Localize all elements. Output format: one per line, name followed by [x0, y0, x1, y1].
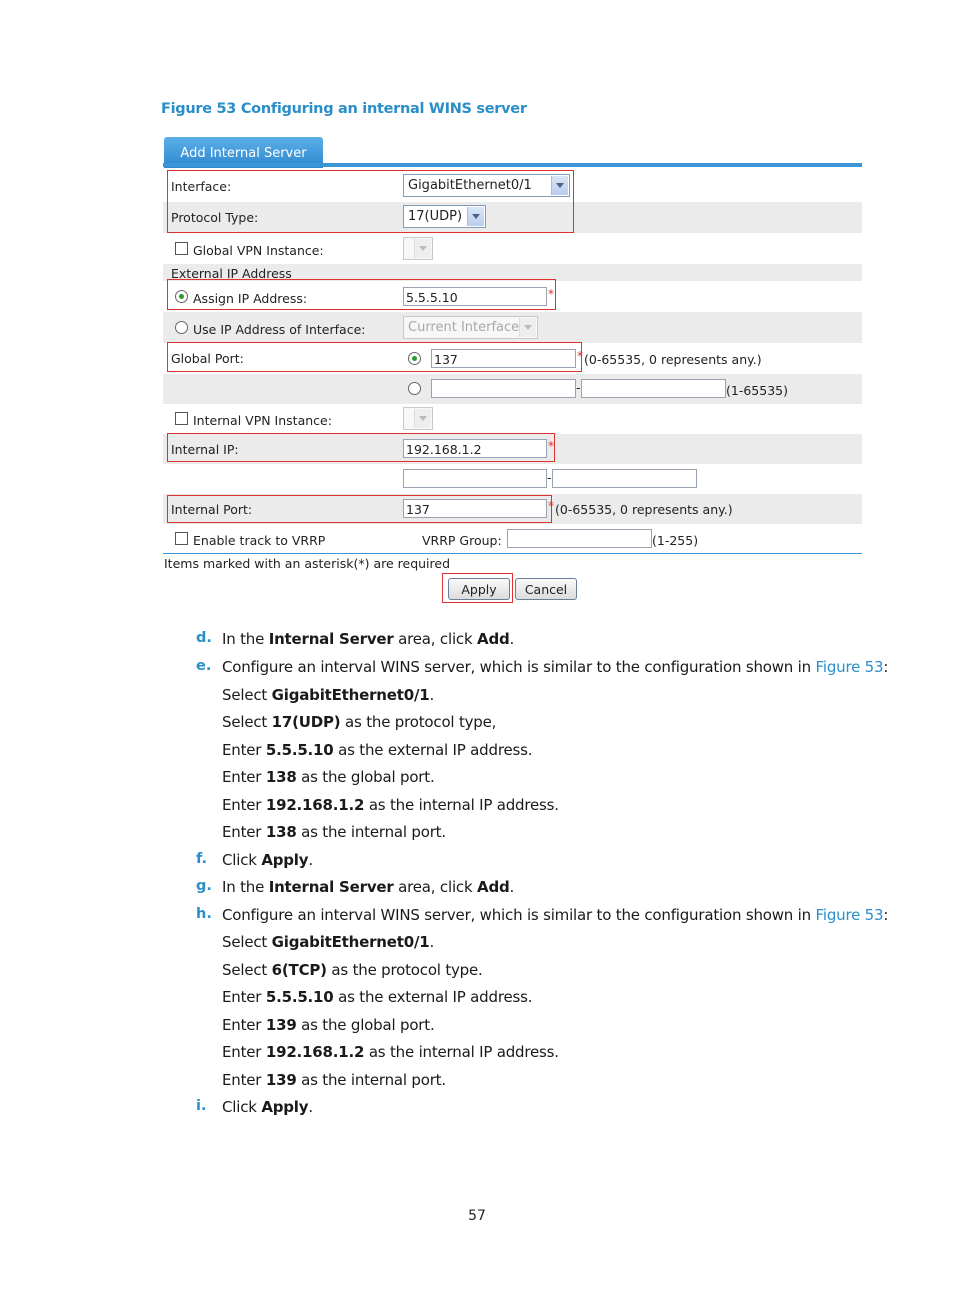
- use-ip-select[interactable]: [403, 316, 538, 339]
- step-letter: h.: [196, 906, 212, 922]
- figure-53-link[interactable]: Figure 53: [815, 906, 884, 924]
- global-port-hint: (0-65535, 0 represents any.): [584, 352, 762, 367]
- internal-vpn-checkbox[interactable]: [175, 412, 188, 425]
- internal-ip-range-row: [163, 464, 862, 494]
- step-text: as the internal port.: [296, 823, 446, 841]
- step-text: .: [429, 686, 435, 704]
- step-text: Enter: [222, 988, 266, 1006]
- protocol-value: 17(UDP): [408, 209, 463, 224]
- highlight-internal-port: [167, 495, 552, 523]
- figure-53-link[interactable]: Figure 53: [815, 658, 884, 676]
- step-text: Enter: [222, 823, 266, 841]
- step-h: [222, 906, 888, 924]
- step-text: .: [308, 1098, 313, 1116]
- use-ip-label: Use IP Address of Interface:: [193, 322, 366, 337]
- step-h-sub: [222, 1016, 435, 1034]
- step-e-sub: [222, 713, 496, 731]
- figure-caption: Figure 53 Configuring an internal WINS server: [161, 101, 527, 117]
- step-text: as the global port.: [296, 1016, 435, 1034]
- interface-value: GigabitEthernet0/1: [408, 178, 532, 193]
- step-f: [222, 851, 313, 869]
- global-port-label: Global Port:: [171, 351, 244, 366]
- step-text: Select: [222, 713, 272, 731]
- highlight-interface-protocol: [167, 170, 574, 233]
- use-ip-value: Current Interface: [408, 320, 520, 335]
- step-text: Enter: [222, 1043, 266, 1061]
- step-bold: 5.5.5.10: [265, 741, 334, 759]
- step-text: as the internal IP address.: [364, 796, 559, 814]
- step-bold: 6(TCP): [271, 961, 327, 979]
- step-letter: d.: [196, 630, 212, 646]
- global-port-range-start[interactable]: [431, 379, 576, 398]
- step-letter: g.: [196, 878, 212, 894]
- global-port-input[interactable]: 137: [431, 349, 576, 368]
- global-vpn-row: [163, 233, 862, 264]
- step-text: as the internal port.: [296, 1071, 446, 1089]
- step-h-sub: [222, 961, 483, 979]
- vrrp-row: [163, 524, 862, 553]
- cancel-button[interactable]: Cancel: [515, 578, 577, 600]
- protocol-label: Protocol Type:: [171, 210, 259, 225]
- internal-ip-range-end[interactable]: [552, 469, 697, 488]
- step-text: In the: [222, 878, 269, 896]
- apply-button[interactable]: Apply: [448, 578, 510, 600]
- step-e-sub: [222, 823, 446, 841]
- step-bold: 138: [265, 823, 297, 841]
- highlight-internal-ip: [167, 433, 555, 462]
- vrrp-label: Enable track to VRRP: [193, 533, 326, 548]
- internal-port-hint: (0-65535, 0 represents any.): [555, 502, 733, 517]
- step-text: Click: [222, 1098, 262, 1116]
- required-note: Items marked with an asterisk(*) are required: [164, 556, 451, 571]
- step-i: [222, 1098, 313, 1116]
- step-e: [222, 658, 888, 676]
- interface-label: Interface:: [171, 179, 232, 194]
- step-text: as the internal IP address.: [364, 1043, 559, 1061]
- internal-vpn-select[interactable]: [403, 407, 433, 430]
- step-e-sub: [222, 796, 559, 814]
- step-e-sub: [222, 741, 532, 759]
- highlight-global-port: [167, 342, 582, 372]
- step-text: Select: [222, 961, 272, 979]
- step-text: area, click: [393, 878, 478, 896]
- highlight-assign-ip: [167, 279, 556, 310]
- step-text: as the external IP address.: [333, 741, 533, 759]
- chevron-down-icon: [414, 409, 431, 428]
- step-text: area, click: [393, 630, 478, 648]
- step-bold: 5.5.5.10: [265, 988, 334, 1006]
- step-bold: Add: [477, 878, 510, 896]
- step-g: [222, 878, 514, 896]
- step-bold: 192.168.1.2: [265, 796, 365, 814]
- step-h-sub: [222, 1071, 446, 1089]
- step-bold: Internal Server: [268, 878, 394, 896]
- step-text: as the external IP address.: [333, 988, 533, 1006]
- step-letter: f.: [196, 851, 208, 867]
- internal-ip-range-start[interactable]: [403, 469, 547, 488]
- step-text: Enter: [222, 741, 266, 759]
- step-letter: e.: [196, 658, 212, 674]
- tab-add-internal-server[interactable]: Add Internal Server: [164, 137, 323, 168]
- required-asterisk: *: [548, 499, 554, 513]
- step-bold: 192.168.1.2: [265, 1043, 365, 1061]
- step-e-sub: [222, 768, 435, 786]
- vrrp-hint: (1-255): [652, 533, 699, 548]
- step-text: In the: [222, 630, 269, 648]
- tab-underline: [163, 163, 862, 167]
- step-text: Click: [222, 851, 262, 869]
- step-bold: 138: [265, 768, 297, 786]
- step-letter: i.: [196, 1098, 207, 1114]
- range-dash: -: [547, 470, 552, 485]
- use-ip-row: [163, 312, 862, 343]
- global-vpn-checkbox[interactable]: [175, 242, 188, 255]
- step-bold: Apply: [261, 1098, 309, 1116]
- step-bold: 17(UDP): [271, 713, 341, 731]
- global-port-range-end[interactable]: [581, 379, 726, 398]
- step-bold: Add: [477, 630, 510, 648]
- step-text: as the protocol type.: [326, 961, 483, 979]
- chevron-down-icon: [519, 318, 536, 337]
- step-text: .: [308, 851, 313, 869]
- step-text: .: [429, 933, 435, 951]
- global-port-range-radio[interactable]: [408, 382, 421, 395]
- step-h-sub: [222, 933, 434, 951]
- step-bold: GigabitEthernet0/1: [271, 686, 430, 704]
- step-d: [222, 630, 514, 648]
- step-text: Select: [222, 686, 272, 704]
- use-interface-ip-radio[interactable]: [175, 321, 188, 334]
- internal-ip-label: Internal IP:: [171, 442, 239, 457]
- add-internal-server-form: [163, 133, 862, 607]
- step-text: Enter: [222, 1071, 266, 1089]
- range-dash: -: [576, 380, 581, 395]
- internal-vpn-label: Internal VPN Instance:: [193, 413, 332, 428]
- step-text: as the global port.: [296, 768, 435, 786]
- global-vpn-label: Global VPN Instance:: [193, 243, 324, 258]
- step-text: .: [509, 878, 515, 896]
- step-h-sub: [222, 1043, 559, 1061]
- highlight-apply: [442, 573, 513, 603]
- step-text: as the protocol type,: [340, 713, 497, 731]
- required-asterisk: *: [548, 287, 554, 301]
- page-number: 57: [468, 1208, 486, 1224]
- required-asterisk: *: [577, 349, 583, 363]
- external-ip-header: External IP Address: [171, 266, 292, 281]
- step-e-sub: [222, 686, 434, 704]
- step-bold: Internal Server: [268, 630, 394, 648]
- vrrp-group-input[interactable]: [507, 529, 652, 548]
- required-asterisk: *: [548, 439, 554, 453]
- step-bold: 139: [265, 1016, 297, 1034]
- step-text: :: [883, 906, 889, 924]
- step-text: Configure an interval WINS server, which is similar to the configuration shown in: [222, 658, 816, 676]
- step-text: :: [883, 658, 889, 676]
- step-text: Configure an interval WINS server, which is similar to the configuration shown in: [222, 906, 816, 924]
- global-port-range-row: [163, 374, 862, 404]
- step-text: Enter: [222, 768, 266, 786]
- range-hint: (1-65535): [726, 383, 788, 398]
- internal-port-label: Internal Port:: [171, 502, 253, 517]
- internal-vpn-row: [163, 404, 862, 434]
- chevron-down-icon: [414, 239, 431, 258]
- step-h-sub: [222, 988, 532, 1006]
- step-text: Enter: [222, 1016, 266, 1034]
- step-text: Select: [222, 933, 272, 951]
- vrrp-checkbox[interactable]: [175, 532, 188, 545]
- step-bold: 139: [265, 1071, 297, 1089]
- step-bold: GigabitEthernet0/1: [271, 933, 430, 951]
- step-text: .: [509, 630, 515, 648]
- assign-ip-input[interactable]: 5.5.5.10: [403, 287, 547, 306]
- global-vpn-select[interactable]: [403, 237, 433, 260]
- assign-ip-label: Assign IP Address:: [193, 291, 308, 306]
- step-bold: Apply: [261, 851, 309, 869]
- form-bottom-line: [163, 553, 862, 554]
- vrrp-group-label: VRRP Group:: [422, 533, 502, 548]
- step-text: Enter: [222, 796, 266, 814]
- internal-ip-input[interactable]: 192.168.1.2: [403, 439, 547, 458]
- internal-port-input[interactable]: 137: [403, 499, 547, 518]
